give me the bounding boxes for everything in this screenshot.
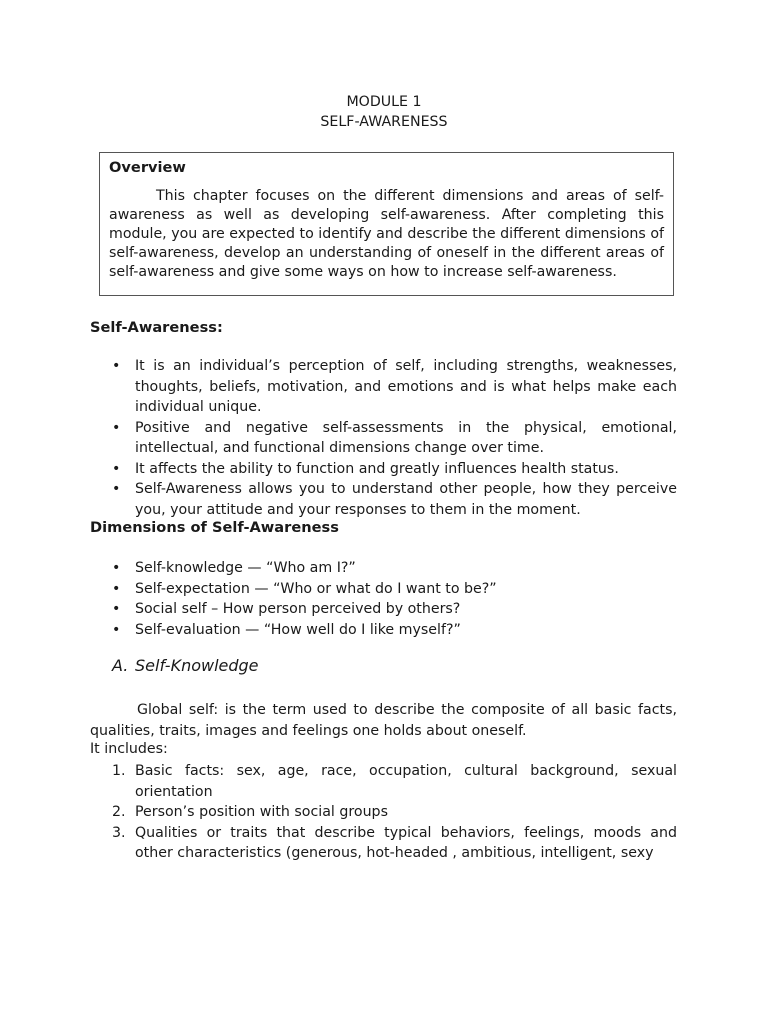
list-item [112, 558, 677, 579]
self-awareness-list [112, 356, 677, 520]
list-item-text: It affects the ability to function and greatly influences health status. [135, 460, 619, 477]
list-item [112, 579, 677, 600]
list-item [112, 356, 677, 418]
item-number: 3. [112, 824, 126, 841]
bullet-icon: • [112, 358, 121, 374]
list-item-text: Self-Awareness allows you to understand other people, how they perceive you, your attitude and your responses to them in the moment. [135, 481, 677, 518]
dimensions-heading: Dimensions of Self-Awareness [90, 519, 339, 536]
section-title: Self-Knowledge [135, 656, 259, 675]
item-number: 1. [112, 763, 126, 779]
section-letter: A. [112, 656, 129, 675]
list-item-text: Social self – How person perceived by others? [135, 601, 461, 617]
includes-label: It includes: [90, 741, 168, 757]
overview-text: This chapter focuses on the different dimensions and areas of self-awareness as well as developing self-awareness. After completing this module, you are expected to identify and describe the different dimensions of self-awareness, develop an understanding of oneself in the different areas of self-awareness and give some ways on how to increase self-awareness. [109, 187, 664, 281]
list-item-text: Self-evaluation — “How well do I like myself?” [135, 621, 461, 638]
list-item-text: It is an individual’s perception of self, including strengths, weaknesses, thoughts, beliefs, motivation, and emotions and is what helps make each individual unique. [135, 358, 677, 415]
bullet-icon: • [112, 601, 121, 617]
list-item [112, 620, 677, 641]
list-item-text: Basic facts: sex, age, race, occupation, cultural background, sexual orientation [135, 763, 677, 800]
dimensions-list [112, 558, 677, 640]
module-number: MODULE 1 [346, 94, 422, 110]
self-awareness-heading: Self-Awareness: [90, 319, 223, 336]
list-item-text: Self-expectation — “Who or what do I want to be?” [135, 580, 497, 597]
overview-box [99, 152, 674, 296]
list-item-text: Self-knowledge — “Who am I?” [135, 560, 356, 576]
bullet-icon: • [112, 419, 121, 436]
list-item-text: Qualities or traits that describe typical behaviors, feelings, moods and other characteristics (generous, hot-headed , ambitious, intelligent, sexy [135, 824, 677, 861]
list-item [112, 479, 677, 520]
global-self-paragraph: Global self: is the term used to describe the composite of all basic facts, qualities, traits, images and feelings one holds about oneself. [90, 702, 677, 739]
list-item [112, 823, 677, 864]
module-title: SELF-AWARENESS [320, 114, 448, 130]
bullet-icon: • [112, 460, 121, 477]
self-knowledge-list [112, 761, 677, 864]
list-item [112, 761, 677, 802]
bullet-icon: • [112, 621, 121, 638]
list-item-text: Person’s position with social groups [135, 804, 388, 820]
list-item [112, 802, 677, 823]
list-item [112, 459, 677, 480]
list-item-text: Positive and negative self-assessments in the physical, emotional, intellectual, and functional dimensions change over time. [135, 419, 677, 456]
list-item [112, 599, 677, 620]
list-item [112, 418, 677, 459]
bullet-icon: • [112, 580, 121, 597]
bullet-icon: • [112, 481, 121, 497]
bullet-icon: • [112, 560, 121, 576]
overview-heading: Overview [109, 159, 186, 176]
item-number: 2. [112, 804, 126, 820]
self-knowledge-heading [112, 656, 259, 676]
